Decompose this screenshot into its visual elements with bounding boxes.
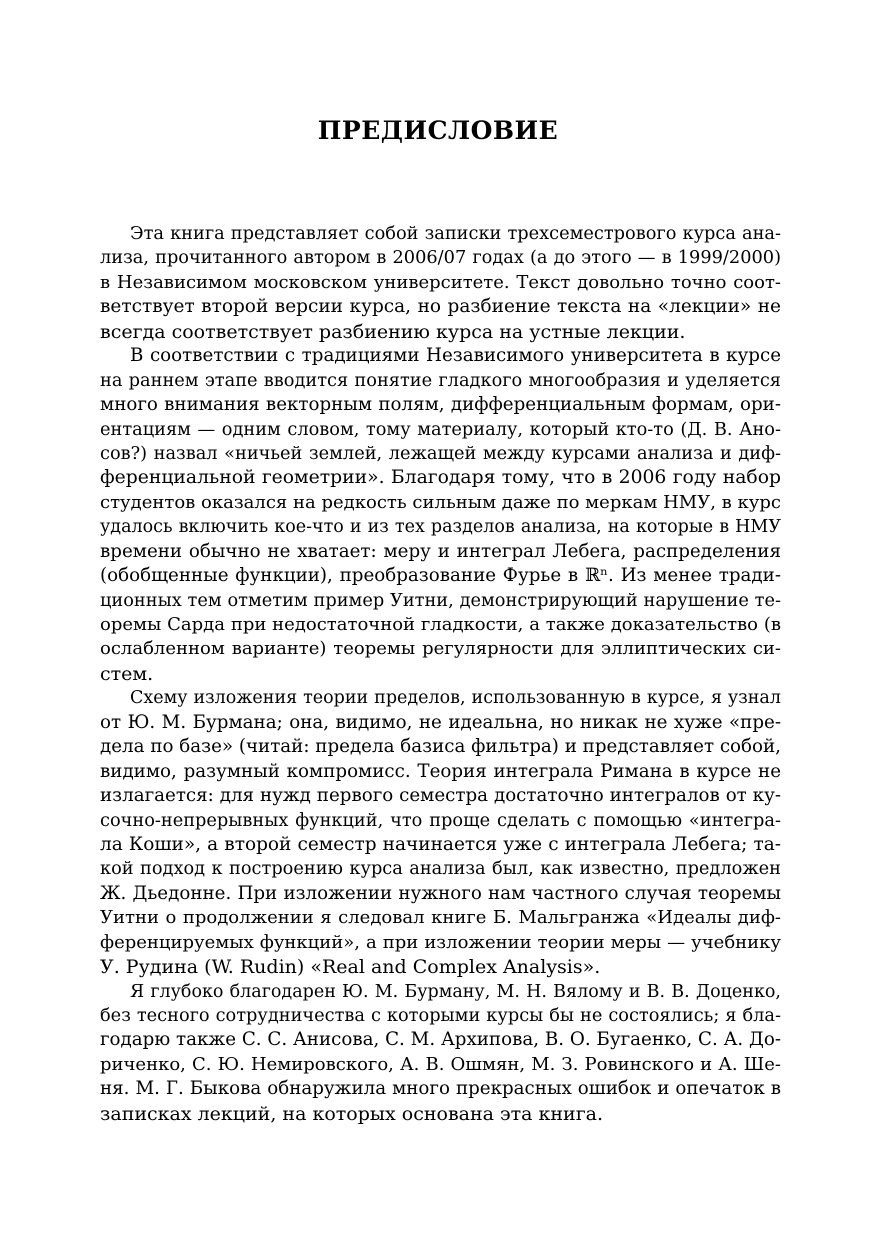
text-line: ционных тем отметим пример Уитни, демонстрирующий нарушение те- [100, 590, 781, 611]
text-line: У. Рудина (W. Rudin) «Real and Complex Analysis». [100, 956, 601, 979]
text-line: годарю также С. С. Анисова, С. М. Архипова, В. О. Бугаенко, С. А. До- [100, 1029, 781, 1051]
text-line: ня. М. Г. Быкова обнаружила много прекрасных ошибок и опечаток в [100, 1078, 781, 1100]
paragraph [100, 222, 781, 344]
text-line: без тесного сотрудничества с которыми курсы бы не состоялись; я бла- [100, 1006, 781, 1026]
text-line: ослабленном варианте) теоремы регулярности для эллиптических си- [100, 638, 781, 660]
text-line: Уитни о продолжении я следовал книге Б. Мальгранжа «Идеалы диф- [100, 907, 781, 929]
text-line: Я глубоко благодарен Ю. М. Бурману, М. Н. Вялому и В. В. Доценко, [130, 981, 781, 1002]
text-line: риченко, С. Ю. Немировского, А. В. Ошмян, М. З. Ровинского и А. Ше- [100, 1053, 781, 1075]
text-line: ветствует второй версии курса, но разбиение текста на «лекции» не [100, 296, 781, 318]
text-line: ференциальной геометрии». Благодаря тому, что в 2006 году набор [100, 467, 781, 489]
text-line: ентациям — одним словом, тому материалу, который кто-то (Д. В. Ано- [100, 419, 781, 440]
text-line: Схему изложения теории пределов, использованную в курсе, я узнал [130, 688, 781, 709]
text-line: на раннем этапе вводится понятие гладкого многообразия и уделяется [100, 370, 781, 391]
text-line: кой подход к построению курса анализа был, как известно, предложен [100, 859, 781, 880]
text-line: Эта книга представляет собой записки трехсеместрового курса ана- [130, 224, 781, 244]
text-line: много внимания векторным полям, дифференциальным формам, ори- [100, 394, 781, 416]
text-line: времени обычно не хватает: меру и интеграл Лебега, распределения [100, 540, 781, 562]
text-line: всегда соответствует разбиению курса на устные лекции. [100, 320, 686, 343]
text-line: дела по базе» (читай: предела базиса фильтра) и представляет собой, [100, 736, 781, 758]
preface-body [100, 222, 781, 1126]
text-line: сов?) назвал «ничьей землей, лежащей между курсами анализа и диф- [100, 443, 781, 464]
paragraph [100, 344, 781, 686]
text-line: видимо, разумный компромисс. Теория интеграла Римана в курсе не [100, 760, 781, 782]
text-line: сочно-непрерывных функций, что проще сделать с помощью «интегра- [100, 810, 781, 831]
page-title: ПРЕДИСЛОВИЕ [317, 116, 559, 145]
text-line: ференцируемых функций», а при изложении теории меры — учебнику [100, 931, 781, 953]
text-line: записках лекций, на которых основана эта книга. [100, 1102, 604, 1125]
text-line: студентов оказался на редкость сильным даже по меркам НМУ, в курс [100, 491, 781, 513]
text-line: от Ю. М. Бурмана; она, видимо, не идеальна, но никак не хуже «пре- [100, 711, 781, 733]
text-line: (обобщенные функции), преобразование Фурье в ℝⁿ. Из менее тради- [100, 565, 781, 587]
text-line: в Независимом московском университете. Текст довольно точно соот- [100, 271, 781, 293]
text-line: В соответствии с традициями Независимого университета в курсе [130, 345, 781, 367]
paragraph [100, 686, 781, 979]
text-line: стем. [100, 662, 154, 685]
text-line: излагается: для нужд первого семестра достаточно интегралов от ку- [100, 785, 781, 807]
text-line: лиза, прочитанного автором в 2006/07 годах (а до этого — в 1999/2000) [100, 248, 781, 269]
text-line: удалось включить кое-что и из тех разделов анализа, на которые в НМУ [100, 517, 781, 538]
paragraph [100, 980, 781, 1127]
text-line: Ж. Дьедонне. При изложении нужного нам частного случая теоремы [100, 882, 781, 904]
text-line: ла Коши», а второй семестр начинается уже с интеграла Лебега; та- [100, 833, 781, 855]
text-line: оремы Сарда при недостаточной гладкости, а также доказательство (в [100, 614, 781, 635]
